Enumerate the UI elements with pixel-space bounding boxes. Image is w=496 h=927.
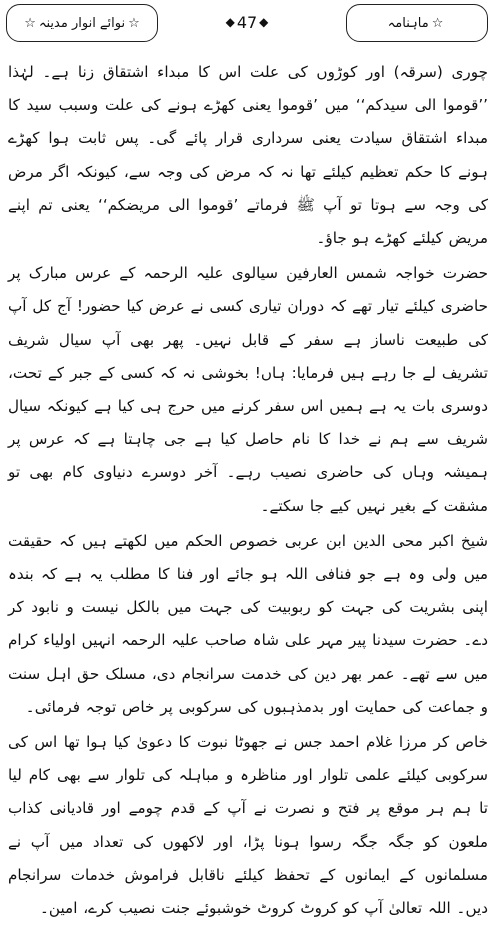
star-icon: ☆ [128,15,140,31]
paragraph: خاص کر مرزا غلام احمد جس نے جھوٹا نبوت کا دعویٰ کیا ہوا تھا اس کی سرکوبی کیلئے علمی تلوار اور مناظرہ و مباہلہ کی تلوار سے بھی کام لیا تا ہم ہر موقع پر فتح و نصرت نے آپ کے قدم چومے اور قادیانی کذاب ملعون کو جگہ جگہ رسوا ہونا پڑا، اور لاکھوں کی تعداد میں آپ نے مسلمانوں کے ایمانوں کے تحفظ کیلئے ناقابل فراموش خدمات سرانجام دیں۔ اللہ تعالیٰ آپ کو کروٹ کروٹ خوشبوئے جنت نصیب کرے، امین۔ [8,733,488,918]
magazine-title: نوائے انوار مدینہ [38,15,126,31]
article-body [8,56,488,927]
magazine-label-box [346,4,488,42]
page-number-box [216,9,278,35]
paragraph: شیخ اکبر محی الدین ابن عربی خصوص الحکم میں لکھتے ہیں کہ حقیقت میں ولی وہ ہے جو فنافی اللہ ہو جائے اور فنا کا مطلب یہ ہے کہ بندہ اپنی بشریت کی جہت کو ربوبیت کی جہت میں بالکل نیست و نابود کر دے۔ حضرت سیدنا پیر مہر علی شاہ صاحب علیہ الرحمہ انہیں اولیاء کرام میں سے تھے۔ عمر بھر دین کی خدمت سرانجام دی، مسلک حق اہل سنت و جماعت کی حمایت اور بدمذہبوں کی سرکوبی پر خاص توجہ فرمائی۔ [8,531,488,716]
star-icon: ☆ [431,15,444,31]
diamond-ornament-icon: ◆ [225,15,235,29]
paragraph: حضرت خواجہ شمس العارفین سیالوی علیہ الرحمہ کے عرس مبارک پر حاضری کیلئے تیار تھے کہ دوران تیاری کسی نے عرض کیا حضور! آج کل آپ کی طبیعت ناساز ہے سفر کے قابل نہیں۔ پھر بھی آپ سیال شریف تشریف لے جا رہے ہیں فرمایا: ہاں! بخوشی نہ کہ کسی کے جبر کے تحت، دوسری بات یہ ہے ہمیں اس سفر کرنے میں حرج ہی کیا ہے کیونکہ سیال شریف سے ہم نے خدا کا نام حاصل کیا ہے جی چاہتا ہے کہ عرس پر ہمیشہ وہاں کی حاضری نصیب رہے۔ آخر دوسرے دنیاوی کام بھی تو مشقت کے بغیر نہیں کیے جا سکتے۔ [8,264,488,515]
paragraph: چوری (سرقہ) اور کوڑوں کی علت اس کا مبداء اشتقاق زنا ہے۔ لہٰذا ’’قوموا الی سیدکم‘‘ میں ’قوموا یعنی کھڑے ہونے کی علت وسبب سید کا مبداء اشتقاق سیادت یعنی سرداری قرار پائے گی۔ پس ثابت ہوا کھڑے ہونے کا حکم تعظیم کیلئے تھا نہ کہ مرض کی وجہ سے، کیونکہ اگر مرض کی وجہ سے ہوتا تو آپ ﷺ فرماتے ’قوموا الی مریضکم‘‘ یعنی تم اپنے مریض کیلئے کھڑے ہو جاؤ۔ [8,63,488,248]
diamond-ornament-icon: ◆ [259,15,269,29]
magazine-label: ماہنامہ [387,15,429,31]
magazine-title-box [6,4,158,42]
page-number: 47 [236,12,258,32]
page-header [6,4,488,42]
star-icon: ☆ [24,15,36,31]
